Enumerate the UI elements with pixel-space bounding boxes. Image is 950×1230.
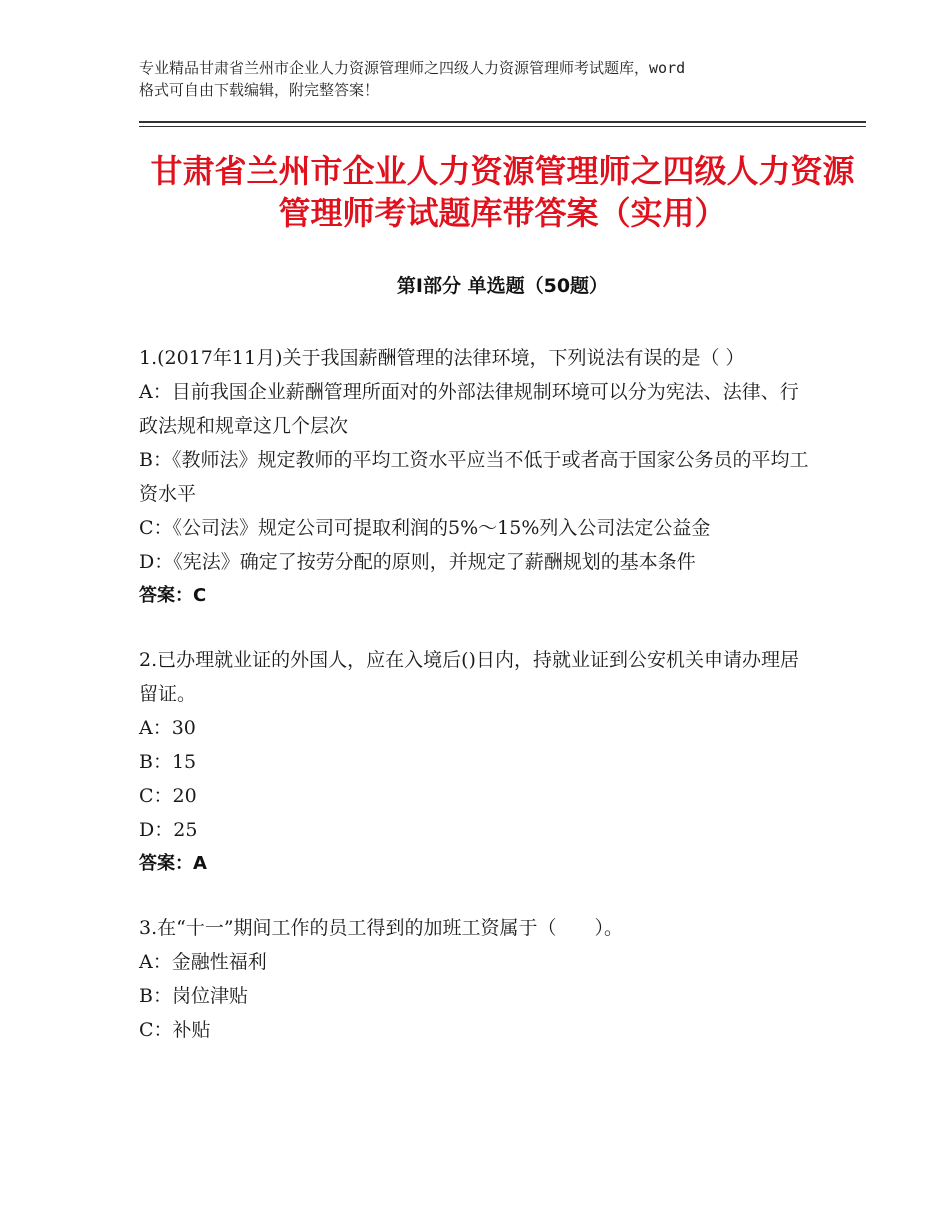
option-c: C：《公司法》规定公司可提取利润的5%～15%列入公司法定公益金 xyxy=(139,517,711,539)
header-rule-thin xyxy=(139,126,866,127)
answer: 答案：A xyxy=(139,853,207,874)
question-stem: 3.在“十一”期间工作的员工得到的加班工资属于（ ）。 xyxy=(139,917,624,939)
header-rule-thick xyxy=(139,121,866,123)
question-stem: 1.(2017年11月)关于我国薪酬管理的法律环境，下列说法有误的是（ ） xyxy=(139,347,745,369)
option-d: D：《宪法》确定了按劳分配的原则，并规定了薪酬规划的基本条件 xyxy=(139,551,696,573)
option-a: A：金融性福利 xyxy=(139,951,267,973)
question-list xyxy=(139,341,809,1077)
option-c: C：补贴 xyxy=(139,1019,211,1041)
option-c: C：20 xyxy=(139,785,197,807)
option-a: A：目前我国企业薪酬管理所面对的外部法律规制环境可以分为宪法、法律、行政法规和规章这几个层次 xyxy=(139,381,799,437)
option-b: B：15 xyxy=(139,751,197,773)
option-b: B：《教师法》规定教师的平均工资水平应当不低于或者高于国家公务员的平均工资水平 xyxy=(139,449,809,505)
option-a: A：30 xyxy=(139,717,196,739)
answer: 答案：C xyxy=(139,585,207,606)
question-3 xyxy=(139,911,809,1047)
document-title: 甘肃省兰州市企业人力资源管理师之四级人力资源管理师考试题库带答案（实用） xyxy=(150,152,855,232)
question-1 xyxy=(139,341,809,613)
option-b: B：岗位津贴 xyxy=(139,985,248,1007)
header-note: 专业精品甘肃省兰州市企业人力资源管理师之四级人力资源管理师考试题库，word 格式可自由下载编辑，附完整答案！ xyxy=(139,59,686,99)
section-heading: 第Ⅰ部分 单选题（50题） xyxy=(396,275,609,297)
question-2 xyxy=(139,643,809,881)
option-d: D：25 xyxy=(139,819,198,841)
question-stem: 2.已办理就业证的外国人，应在入境后()日内，持就业证到公安机关申请办理居留证。 xyxy=(139,649,799,705)
